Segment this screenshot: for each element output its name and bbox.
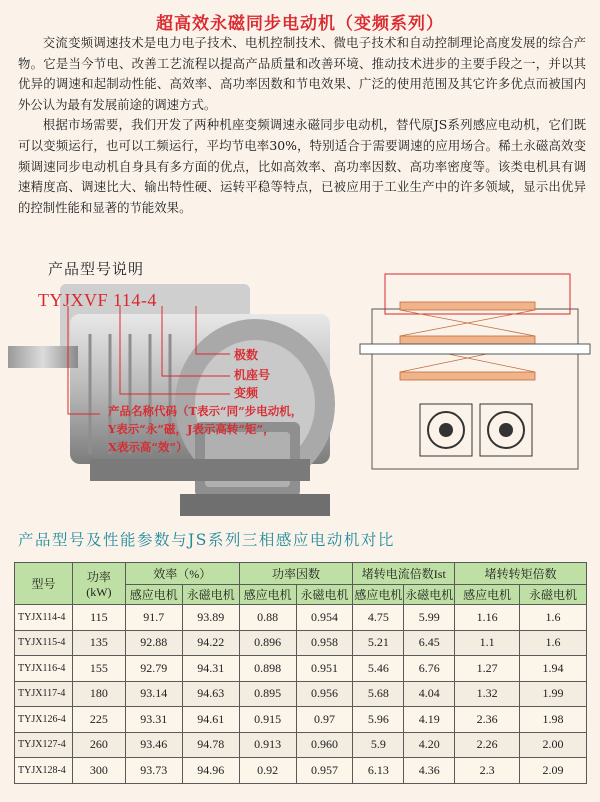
table-cell: 0.915 <box>239 707 296 733</box>
header-pf: 功率因数 <box>239 563 353 585</box>
table-cell: 0.954 <box>296 605 353 631</box>
legend-line: X表示高“效”） <box>108 440 188 454</box>
table-cell: 0.957 <box>296 758 353 784</box>
table-cell: 2.3 <box>455 758 520 784</box>
table-row <box>15 707 587 733</box>
header-model: 型号 <box>15 563 73 605</box>
table-cell: 5.21 <box>353 630 404 656</box>
table-cell: 0.956 <box>296 681 353 707</box>
table-cell: 300 <box>72 758 125 784</box>
header-power-label: 功率 <box>86 569 111 584</box>
table-cell: 94.96 <box>182 758 239 784</box>
callout-frame: 机座号 <box>234 368 271 382</box>
table-cell: 1.98 <box>520 707 587 733</box>
table-cell: 92.79 <box>125 656 182 682</box>
table-cell: 5.68 <box>353 681 404 707</box>
table-cell: 4.20 <box>404 732 455 758</box>
table-row <box>15 681 587 707</box>
table-cell: 6.45 <box>404 630 455 656</box>
cell-model: TYJX126-4 <box>15 707 73 733</box>
table-cell: 4.36 <box>404 758 455 784</box>
table-cell: 0.92 <box>239 758 296 784</box>
table-cell: 1.94 <box>520 656 587 682</box>
table-cell: 1.27 <box>455 656 520 682</box>
table-cell: 1.6 <box>520 605 587 631</box>
table-cell: 93.89 <box>182 605 239 631</box>
table-cell: 0.97 <box>296 707 353 733</box>
cell-model: TYJX128-4 <box>15 758 73 784</box>
table-cell: 94.61 <box>182 707 239 733</box>
subheader-induction: 感应电机 <box>125 585 182 605</box>
model-legend <box>108 402 328 456</box>
table-cell: 1.32 <box>455 681 520 707</box>
subheader-pm: 永磁电机 <box>404 585 455 605</box>
legend-line: Y表示“永”磁，J表示高转“矩”， <box>108 422 275 436</box>
table-cell: 5.9 <box>353 732 404 758</box>
table-row <box>15 758 587 784</box>
table-cell: 1.1 <box>455 630 520 656</box>
table-cell: 2.00 <box>520 732 587 758</box>
header-efficiency: 效率（%） <box>125 563 239 585</box>
table-cell: 2.36 <box>455 707 520 733</box>
table-row <box>15 630 587 656</box>
table-cell: 1.16 <box>455 605 520 631</box>
table-cell: 4.04 <box>404 681 455 707</box>
table-cell: 94.63 <box>182 681 239 707</box>
subheader-pm: 永磁电机 <box>296 585 353 605</box>
table-row <box>15 732 587 758</box>
table-cell: 180 <box>72 681 125 707</box>
cell-model: TYJX117-4 <box>15 681 73 707</box>
page-title: 超高效永磁同步电动机（变频系列） <box>156 14 444 34</box>
subheader-induction: 感应电机 <box>353 585 404 605</box>
cell-model: TYJX115-4 <box>15 630 73 656</box>
paragraph: 根据市场需要，我们开发了两种机座变频调速永磁同步电动机，替代原JS系列感应电动机，它们既可以变频运行，也可以工频运行，平均节电率30%，特别适合于需要调速的应用场合。稀土永磁高效变频调速同步电动机自身具有多方面的优点，比如高效率、高功率因数、高功率密度等。该类电机具有调速精度高、调速比大、输出特性硬、运转平稳等特点，已被应用于工业生产中的许多领域，显示出优异的控制性能和显著的节能效果。 <box>18 117 586 215</box>
intro-text <box>18 33 586 218</box>
header-power <box>72 563 125 605</box>
table-cell: 6.76 <box>404 656 455 682</box>
table-row <box>15 656 587 682</box>
table-cell: 260 <box>72 732 125 758</box>
table-cell: 225 <box>72 707 125 733</box>
table-cell: 94.78 <box>182 732 239 758</box>
subheader-pm: 永磁电机 <box>182 585 239 605</box>
paragraph: 交流变频调速技术是电力电子技术、电机控制技术、微电子技术和自动控制理论高度发展的综合产物。它是当今节电、改善工艺流程以提高产品质量和改善环境、推动技术进步的主要手段之一，并以其优异的调速和起制动性能、高效率、高功率因数和节电效果、广泛的使用范围及其它许多优点而被国内外公认为最有发展前途的调速方式。 <box>18 35 586 112</box>
spec-table <box>14 562 587 784</box>
table-cell: 93.73 <box>125 758 182 784</box>
table-cell: 0.960 <box>296 732 353 758</box>
table-cell: 94.31 <box>182 656 239 682</box>
table-cell: 2.09 <box>520 758 587 784</box>
subheader-pm: 永磁电机 <box>520 585 587 605</box>
cell-model: TYJX116-4 <box>15 656 73 682</box>
table-cell: 2.26 <box>455 732 520 758</box>
table-cell: 93.46 <box>125 732 182 758</box>
legend-line: 产品名称代码（T表示“同”步电动机， <box>108 404 303 418</box>
table-cell: 135 <box>72 630 125 656</box>
table-cell: 4.19 <box>404 707 455 733</box>
callout-vf: 变频 <box>234 386 259 400</box>
table-cell: 1.99 <box>520 681 587 707</box>
cell-model: TYJX127-4 <box>15 732 73 758</box>
table-cell: 92.88 <box>125 630 182 656</box>
table-cell: 115 <box>72 605 125 631</box>
subheader-induction: 感应电机 <box>455 585 520 605</box>
table-cell: 0.951 <box>296 656 353 682</box>
table-row <box>15 605 587 631</box>
header-lrc: 堵转电流倍数Ist <box>353 563 455 585</box>
table-cell: 93.31 <box>125 707 182 733</box>
table-cell: 5.99 <box>404 605 455 631</box>
model-code: TYJXVF 114-4 <box>38 290 157 310</box>
model-title: 产品型号说明 <box>48 260 145 278</box>
table-cell: 5.46 <box>353 656 404 682</box>
header-power-unit: (kW) <box>86 584 112 599</box>
table-cell: 94.22 <box>182 630 239 656</box>
table-cell: 4.75 <box>353 605 404 631</box>
subheader-induction: 感应电机 <box>239 585 296 605</box>
table-cell: 0.895 <box>239 681 296 707</box>
table-cell: 0.898 <box>239 656 296 682</box>
table-cell: 0.88 <box>239 605 296 631</box>
callout-poles: 极数 <box>234 348 259 362</box>
table-cell: 6.13 <box>353 758 404 784</box>
table-cell: 0.896 <box>239 630 296 656</box>
table-cell: 93.14 <box>125 681 182 707</box>
table-cell: 0.958 <box>296 630 353 656</box>
table-cell: 91.7 <box>125 605 182 631</box>
table-cell: 0.913 <box>239 732 296 758</box>
spec-table-body <box>15 605 587 784</box>
table-cell: 5.96 <box>353 707 404 733</box>
table-section-title: 产品型号及性能参数与JS系列三相感应电动机对比 <box>18 531 395 549</box>
table-cell: 1.6 <box>520 630 587 656</box>
cell-model: TYJX114-4 <box>15 605 73 631</box>
header-lrt: 堵转转矩倍数 <box>455 563 587 585</box>
table-cell: 155 <box>72 656 125 682</box>
model-figure <box>0 254 600 524</box>
